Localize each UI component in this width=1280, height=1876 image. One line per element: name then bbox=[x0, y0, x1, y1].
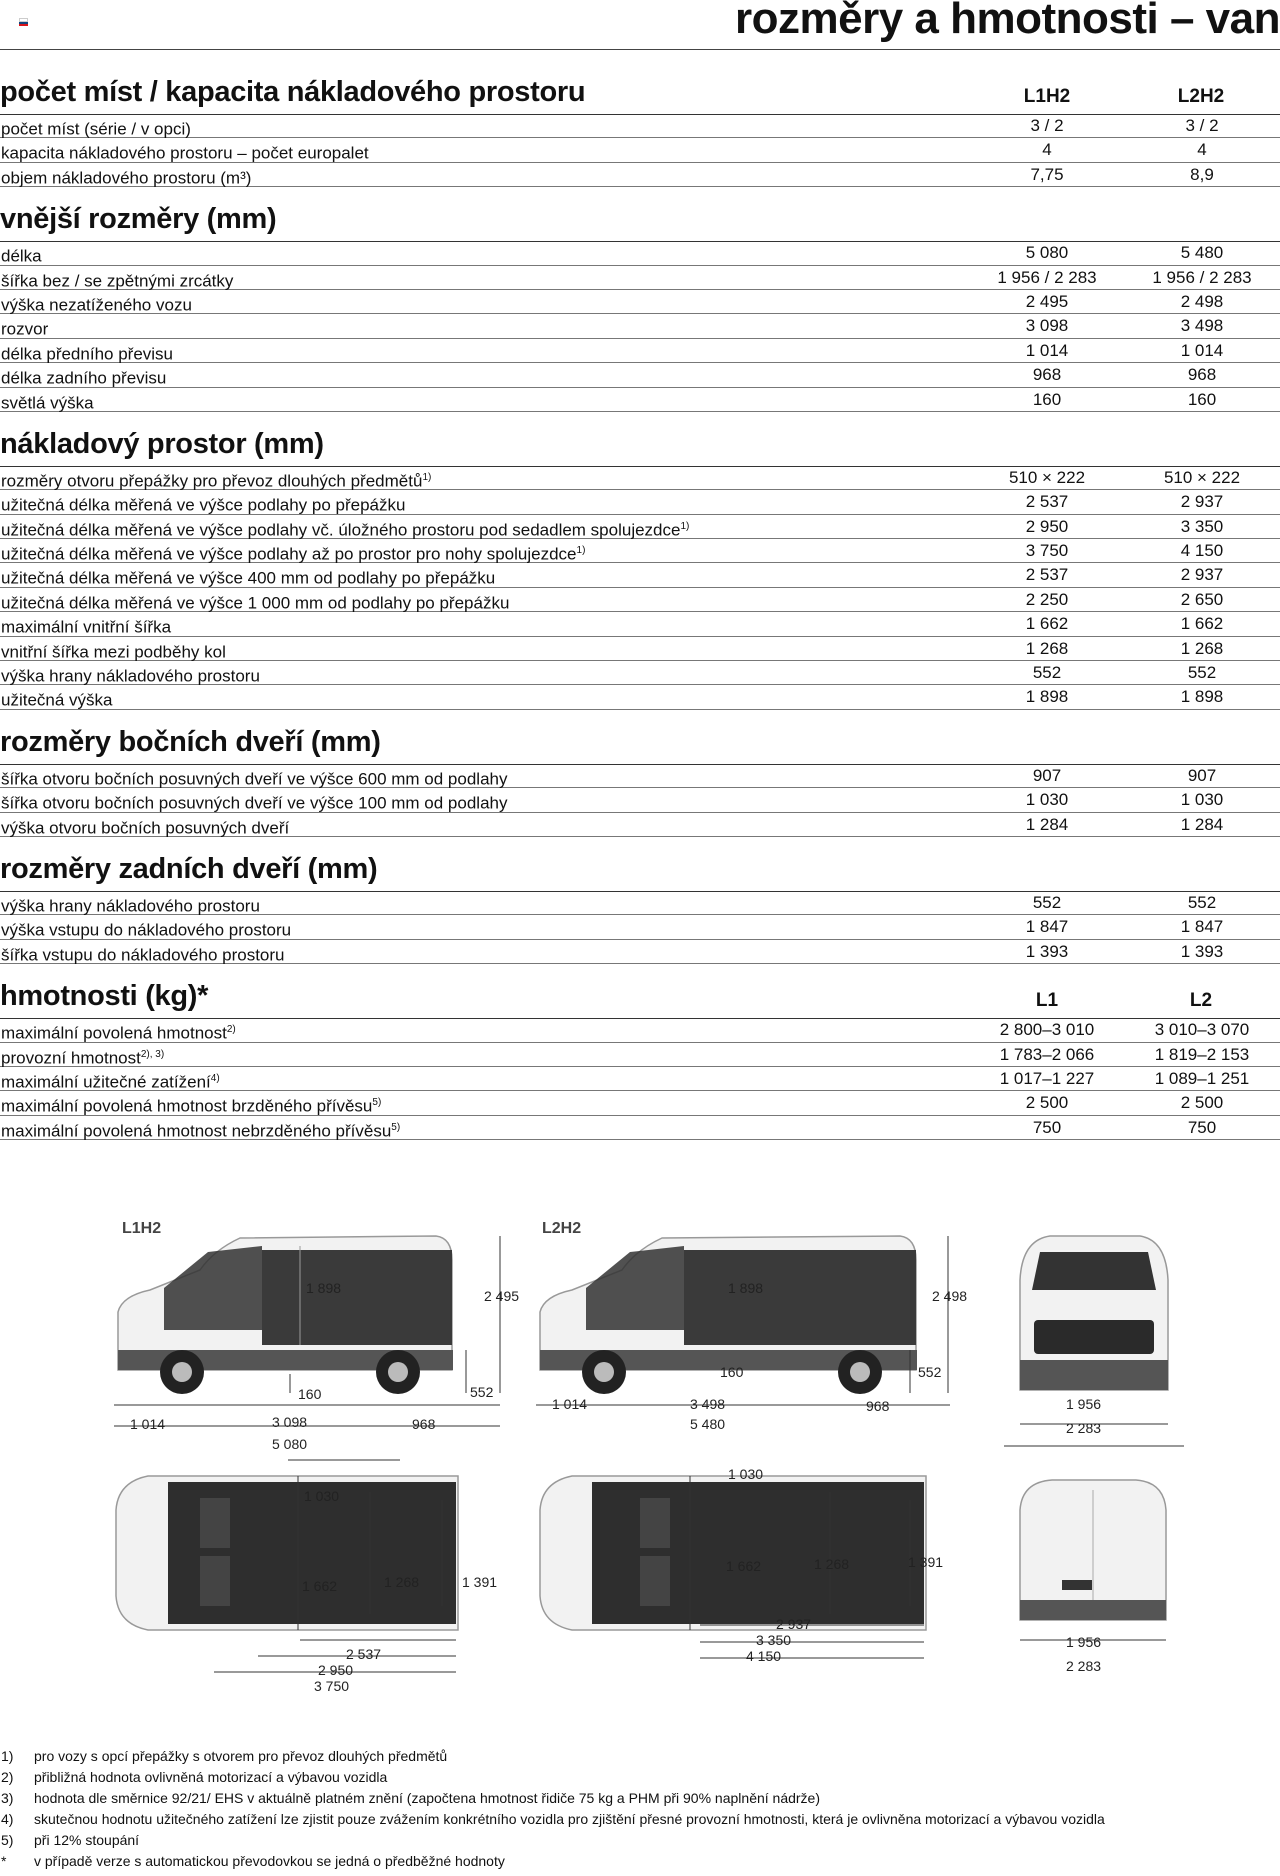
l2-total-height: 2 498 bbox=[932, 1288, 968, 1304]
value-col-2: 2 937 bbox=[1180, 565, 1224, 585]
row-label: délka zadního převisu bbox=[1, 368, 167, 388]
footnote-ref: 4) bbox=[210, 1072, 220, 1084]
section-header bbox=[0, 426, 1280, 466]
spec-tables bbox=[0, 74, 1280, 1140]
table-row bbox=[0, 661, 1280, 685]
column-header-1: L1 bbox=[1035, 990, 1059, 1012]
value-col-2: 552 bbox=[1187, 663, 1217, 683]
front-width-mirrors: 2 283 bbox=[1066, 1420, 1102, 1436]
table-row bbox=[0, 1043, 1280, 1067]
l2-ground-clearance: 160 bbox=[720, 1364, 744, 1380]
row-label: výška hrany nákladového prostoru bbox=[1, 896, 260, 916]
table-row bbox=[0, 940, 1280, 964]
front-width: 1 956 bbox=[1066, 1396, 1102, 1412]
table-row bbox=[0, 788, 1280, 812]
l2-length: 5 480 bbox=[690, 1416, 726, 1432]
rear-view-van-image bbox=[1020, 1480, 1166, 1640]
footnote bbox=[0, 1746, 1280, 1767]
table-row bbox=[0, 588, 1280, 612]
table-row bbox=[0, 241, 1280, 265]
table-row bbox=[0, 314, 1280, 338]
value-col-1: 4 bbox=[1042, 140, 1052, 160]
row-label: užitečná délka měřená ve výšce 400 mm od podlahy po přepážku bbox=[1, 569, 496, 589]
row-label: užitečná délka měřená ve výšce podlahy až po prostor pro nohy spolujezdce$^{1)}$ bbox=[1, 544, 586, 564]
row-label: světlá výška bbox=[1, 393, 94, 413]
footnote-ref: 1) bbox=[576, 545, 586, 557]
row-label: maximální povolená hmotnost$^{2)}$ bbox=[1, 1023, 236, 1043]
row-label: objem nákladového prostoru (m³) bbox=[1, 168, 252, 188]
row-label: užitečná délka měřená ve výšce 1 000 mm od podlahy po přepážku bbox=[1, 593, 510, 613]
front-view-van-image bbox=[1004, 1236, 1184, 1446]
footnote-number: 1) bbox=[1, 1748, 14, 1764]
row-label: počet míst (série / v opci) bbox=[1, 119, 191, 139]
table-row bbox=[0, 114, 1280, 138]
l1-top-view-van-image bbox=[116, 1460, 458, 1672]
row-label: šířka otvoru bočních posuvných dveří ve výšce 100 mm od podlahy bbox=[1, 793, 508, 813]
table-row bbox=[0, 363, 1280, 387]
value-col-1: 510 × 222 bbox=[1008, 467, 1086, 487]
section-header bbox=[0, 201, 1280, 241]
row-label: šířka vstupu do nákladového prostoru bbox=[1, 945, 285, 965]
table-row bbox=[0, 388, 1280, 412]
table-row bbox=[0, 637, 1280, 661]
footnote-text: skutečnou hodnotu užitečného zatížení lze zjistit pouze zvážením konkrétního vozidla pro zjištění přesné provozní hmotnosti, která je ovlivněna motorizací a výbavou vozidla bbox=[34, 1811, 1105, 1827]
vehicle-diagrams bbox=[0, 1200, 1280, 1720]
value-col-1: 1 898 bbox=[1025, 687, 1069, 707]
value-col-1: 750 bbox=[1032, 1117, 1062, 1137]
table-row bbox=[0, 813, 1280, 837]
value-col-1: 2 537 bbox=[1025, 565, 1069, 585]
table-row bbox=[0, 685, 1280, 709]
footnote-text: při 12% stoupání bbox=[34, 1832, 140, 1848]
value-col-2: 2 500 bbox=[1180, 1093, 1224, 1113]
footnote bbox=[0, 1830, 1280, 1851]
value-col-1: 1 030 bbox=[1025, 790, 1069, 810]
row-label: užitečná výška bbox=[1, 691, 113, 711]
l1-floor-length-under-seat: 2 950 bbox=[318, 1662, 354, 1678]
footnote-text: přibližná hodnota ovlivněná motorizací a výbavou vozidla bbox=[34, 1769, 388, 1785]
value-col-1: 552 bbox=[1032, 892, 1062, 912]
l2-wheelbase: 3 498 bbox=[690, 1396, 726, 1412]
page-title: rozměry a hmotnosti – van bbox=[735, 0, 1280, 43]
value-col-1: 3 / 2 bbox=[1030, 116, 1064, 135]
footnote bbox=[0, 1851, 1280, 1872]
value-col-2: 2 937 bbox=[1180, 492, 1224, 512]
l2-cargo-height: 1 898 bbox=[728, 1280, 764, 1296]
value-col-1: 160 bbox=[1032, 389, 1062, 409]
section-header bbox=[0, 724, 1280, 764]
table-row bbox=[0, 1067, 1280, 1091]
value-col-1: 1 268 bbox=[1025, 638, 1069, 658]
l2-sill-height: 552 bbox=[918, 1364, 942, 1380]
value-col-2: 1 898 bbox=[1180, 687, 1224, 707]
footnotes bbox=[0, 1746, 1280, 1872]
value-col-2: 4 150 bbox=[1180, 541, 1224, 561]
table-row bbox=[0, 290, 1280, 314]
footnote-ref: 2), 3) bbox=[140, 1048, 165, 1060]
value-col-2: 510 × 222 bbox=[1163, 467, 1241, 487]
l1-wheelbase: 3 098 bbox=[272, 1414, 308, 1430]
value-col-1: 1 847 bbox=[1025, 917, 1069, 937]
l2-floor-length-under-seat: 3 350 bbox=[756, 1632, 792, 1648]
l1h2-diagram-label: L1H2 bbox=[122, 1220, 162, 1237]
table-row bbox=[0, 490, 1280, 514]
table-row bbox=[0, 515, 1280, 539]
table-row bbox=[0, 1116, 1280, 1140]
row-label: maximální povolená hmotnost brzděného přívěsu$^{5)}$ bbox=[1, 1096, 382, 1116]
row-label: užitečná délka měřená ve výšce podlahy vč. úložného prostoru pod sedadlem spolujezdce$^{1)}$ bbox=[1, 520, 690, 540]
value-col-1: 1 017–1 227 bbox=[999, 1068, 1095, 1088]
footnote-ref: 5) bbox=[391, 1121, 401, 1133]
footnote-text: v případě verze s automatickou převodovkou se jedná o předběžné hodnoty bbox=[34, 1853, 505, 1869]
value-col-2: 3 / 2 bbox=[1185, 116, 1219, 135]
title-divider bbox=[0, 49, 1280, 50]
footnote-ref: 5) bbox=[372, 1097, 382, 1109]
row-label: rozvor bbox=[1, 320, 49, 339]
table-row bbox=[0, 764, 1280, 788]
value-col-2: 5 480 bbox=[1180, 243, 1224, 263]
l2-width-between-arches: 1 268 bbox=[814, 1556, 850, 1572]
footnote bbox=[0, 1809, 1280, 1830]
value-col-2: 3 010–3 070 bbox=[1154, 1020, 1250, 1040]
value-col-1: 2 800–3 010 bbox=[999, 1020, 1095, 1040]
value-col-1: 1 393 bbox=[1025, 941, 1069, 961]
table-row bbox=[0, 1018, 1280, 1042]
l2-rear-door-width: 1 391 bbox=[908, 1554, 944, 1570]
value-col-1: 2 537 bbox=[1025, 492, 1069, 512]
table-row bbox=[0, 466, 1280, 490]
value-col-1: 1 662 bbox=[1025, 614, 1069, 634]
table-row bbox=[0, 915, 1280, 939]
section-title: nákladový prostor (mm) bbox=[0, 427, 324, 460]
row-label: rozměry otvoru přepážky pro převoz dlouhých předmětů$^{1)}$ bbox=[1, 471, 432, 491]
row-label: výška nezatíženého vozu bbox=[1, 295, 192, 315]
section-title: vnější rozměry (mm) bbox=[0, 203, 277, 236]
value-col-1: 968 bbox=[1032, 365, 1062, 385]
row-label: šířka bez / se zpětnými zrcátky bbox=[1, 271, 234, 291]
table-row bbox=[0, 138, 1280, 162]
l1-floor-length-to-footwell: 3 750 bbox=[314, 1678, 350, 1694]
value-col-2: 1 956 / 2 283 bbox=[1152, 267, 1252, 287]
footnote-number: * bbox=[1, 1853, 7, 1869]
value-col-2: 1 014 bbox=[1180, 340, 1224, 360]
footnote-text: pro vozy s opcí přepážky s otvorem pro převoz dlouhých předmětů bbox=[34, 1748, 448, 1764]
footnote bbox=[0, 1788, 1280, 1809]
value-col-1: 3 750 bbox=[1025, 541, 1069, 561]
value-col-2: 1 847 bbox=[1180, 917, 1224, 937]
l1-side-door-width: 1 030 bbox=[304, 1488, 340, 1504]
l2-side-door-width: 1 030 bbox=[728, 1466, 764, 1482]
footnote-ref: 1) bbox=[680, 520, 690, 532]
l1-rear-door-width: 1 391 bbox=[462, 1574, 498, 1590]
value-col-2: 968 bbox=[1187, 365, 1217, 385]
table-row bbox=[0, 266, 1280, 290]
value-col-2: 8,9 bbox=[1190, 164, 1214, 184]
value-col-1: 1 284 bbox=[1025, 814, 1069, 834]
value-col-2: 160 bbox=[1187, 389, 1217, 409]
row-label: maximální užitečné zatížení$^{4)}$ bbox=[1, 1072, 220, 1092]
row-label: šířka otvoru bočních posuvných dveří ve výšce 600 mm od podlahy bbox=[1, 769, 508, 789]
column-header-2: L2H2 bbox=[1177, 86, 1225, 107]
table-row bbox=[0, 539, 1280, 563]
footnote-number: 4) bbox=[1, 1811, 14, 1827]
value-col-1: 7,75 bbox=[1030, 164, 1064, 184]
value-col-2: 3 350 bbox=[1180, 516, 1224, 536]
value-col-2: 1 819–2 153 bbox=[1154, 1044, 1250, 1064]
row-label: délka předního převisu bbox=[1, 344, 174, 364]
column-header-2: L2 bbox=[1189, 990, 1213, 1012]
row-label: maximální povolená hmotnost nebrzděného přívěsu$^{5)}$ bbox=[1, 1121, 401, 1141]
footnote-number: 3) bbox=[1, 1790, 14, 1806]
row-label: vnitřní šířka mezi podběhy kol bbox=[1, 642, 226, 662]
value-col-2: 3 498 bbox=[1180, 316, 1224, 336]
table-row bbox=[0, 612, 1280, 636]
value-col-2: 2 498 bbox=[1180, 291, 1224, 311]
value-col-2: 552 bbox=[1187, 892, 1217, 912]
row-label: užitečná délka měřená ve výšce podlahy po přepážku bbox=[1, 495, 406, 515]
column-header-1: L1H2 bbox=[1023, 86, 1071, 107]
l1-sill-height: 552 bbox=[470, 1384, 494, 1400]
l2-max-inner-width: 1 662 bbox=[726, 1558, 762, 1574]
row-label: výška otvoru bočních posuvných dveří bbox=[1, 818, 290, 838]
value-col-1: 2 250 bbox=[1025, 589, 1069, 609]
value-col-1: 5 080 bbox=[1025, 243, 1069, 263]
value-col-1: 552 bbox=[1032, 663, 1062, 683]
value-col-1: 2 500 bbox=[1025, 1093, 1069, 1113]
rear-width: 1 956 bbox=[1066, 1634, 1102, 1650]
l2-rear-overhang: 968 bbox=[866, 1398, 890, 1414]
l1-floor-length: 2 537 bbox=[346, 1646, 382, 1662]
value-col-1: 1 014 bbox=[1025, 340, 1069, 360]
section-title: hmotnosti (kg)* bbox=[0, 980, 209, 1013]
l2-floor-length-to-footwell: 4 150 bbox=[746, 1648, 782, 1664]
section-header bbox=[0, 978, 1280, 1018]
l1-rear-overhang: 968 bbox=[412, 1416, 436, 1432]
table-row bbox=[0, 339, 1280, 363]
value-col-1: 1 956 / 2 283 bbox=[997, 267, 1097, 287]
value-col-1: 3 098 bbox=[1025, 316, 1069, 336]
table-row bbox=[0, 1091, 1280, 1115]
section-title: rozměry bočních dveří (mm) bbox=[0, 725, 381, 758]
footnote-text: hodnota dle směrnice 92/21/ EHS v aktuálně platném znění (započtena hmotnost řidiče 75 kg a PHM při 90% naplnění nádrže) bbox=[34, 1790, 821, 1806]
row-label: maximální vnitřní šířka bbox=[1, 617, 172, 637]
l2-front-overhang: 1 014 bbox=[552, 1396, 588, 1412]
section-header bbox=[0, 851, 1280, 891]
row-label: provozní hmotnost$^{2), 3)}$ bbox=[1, 1048, 165, 1068]
l1-front-overhang: 1 014 bbox=[130, 1416, 166, 1432]
row-label: délka bbox=[1, 246, 42, 266]
value-col-1: 2 495 bbox=[1025, 291, 1069, 311]
table-row bbox=[0, 563, 1280, 587]
value-col-1: 1 783–2 066 bbox=[999, 1044, 1095, 1064]
footnote-ref: 1) bbox=[422, 471, 432, 483]
footnote bbox=[0, 1767, 1280, 1788]
value-col-2: 1 089–1 251 bbox=[1154, 1068, 1250, 1088]
l1-ground-clearance: 160 bbox=[298, 1386, 322, 1402]
footnote-number: 5) bbox=[1, 1832, 14, 1848]
czech-flag-icon bbox=[19, 18, 28, 25]
value-col-2: 1 030 bbox=[1180, 790, 1224, 810]
section-title: rozměry zadních dveří (mm) bbox=[0, 852, 378, 885]
value-col-2: 750 bbox=[1187, 1117, 1217, 1137]
value-col-1: 907 bbox=[1032, 765, 1062, 785]
l1-width-between-arches: 1 268 bbox=[384, 1574, 420, 1590]
row-label: výška vstupu do nákladového prostoru bbox=[1, 921, 292, 941]
table-row bbox=[0, 163, 1280, 187]
value-col-2: 907 bbox=[1187, 765, 1217, 785]
value-col-2: 1 393 bbox=[1180, 941, 1224, 961]
row-label: kapacita nákladového prostoru – počet europalet bbox=[1, 144, 369, 164]
value-col-2: 2 650 bbox=[1180, 589, 1224, 609]
l2h2-diagram-label: L2H2 bbox=[542, 1220, 582, 1237]
l1-length: 5 080 bbox=[272, 1436, 308, 1452]
value-col-2: 1 662 bbox=[1180, 614, 1224, 634]
footnote-number: 2) bbox=[1, 1769, 14, 1785]
value-col-2: 1 284 bbox=[1180, 814, 1224, 834]
l1-max-inner-width: 1 662 bbox=[302, 1578, 338, 1594]
footnote-ref: 2) bbox=[226, 1024, 236, 1036]
table-row bbox=[0, 891, 1280, 915]
value-col-2: 1 268 bbox=[1180, 638, 1224, 658]
l1-cargo-height: 1 898 bbox=[306, 1280, 342, 1296]
section-header bbox=[0, 74, 1280, 114]
value-col-2: 4 bbox=[1197, 140, 1207, 160]
l2-floor-length: 2 937 bbox=[776, 1616, 812, 1632]
l1-total-height: 2 495 bbox=[484, 1288, 520, 1304]
section-title: počet míst / kapacita nákladového prostoru bbox=[0, 76, 586, 108]
rear-width-mirrors: 2 283 bbox=[1066, 1658, 1102, 1674]
row-label: výška hrany nákladového prostoru bbox=[1, 666, 260, 686]
value-col-1: 2 950 bbox=[1025, 516, 1069, 536]
